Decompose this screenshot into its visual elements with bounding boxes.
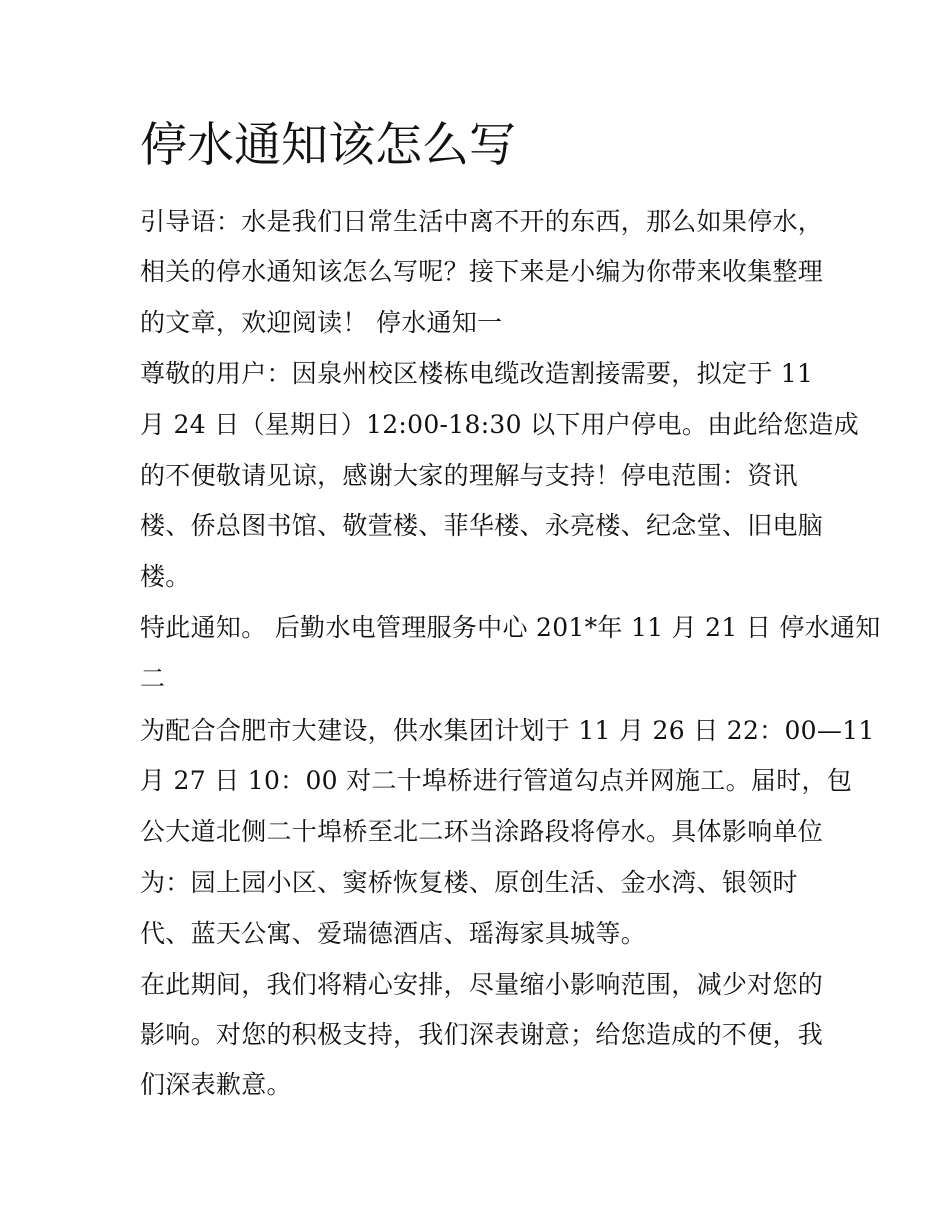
paragraph-4-line-2: 月 27 日 10：00 对二十埠桥进行管道勾点并网施工。届时，包: [140, 766, 853, 795]
paragraph-2-line-1: 尊敬的用户：因泉州校区楼栋电缆改造割接需要，拟定于 11: [140, 359, 814, 388]
paragraph-2-line-5: 楼。: [140, 562, 191, 591]
paragraph-5-line-3: 们深表歉意。: [140, 1070, 292, 1099]
paragraph-5-line-2: 影响。对您的积极支持，我们深表谢意；给您造成的不便，我: [140, 1020, 824, 1049]
paragraph-1-line-3: 的文章，欢迎阅读！ 停水通知一: [140, 308, 503, 337]
paragraph-1-line-2: 相关的停水通知该怎么写呢？接下来是小编为你带来收集整理: [140, 257, 824, 286]
paragraph-5-line-1: 在此期间，我们将精心安排，尽量缩小影响范围，减少对您的: [140, 970, 824, 999]
paragraph-3-line-2: 二: [140, 664, 166, 693]
paragraph-3-line-1: 特此通知。 后勤水电管理服务中心 201*年 11 月 21 日 停水通知: [140, 613, 881, 642]
paragraph-4-line-4: 为：园上园小区、窦桥恢复楼、原创生活、金水湾、银领时: [140, 868, 798, 897]
paragraph-2-line-2: 月 24 日（星期日）12:00-18:30 以下用户停电。由此给您造成: [140, 410, 859, 439]
paragraph-4-line-3: 公大道北侧二十埠桥至北二环当涂路段将停水。具体影响单位: [140, 817, 824, 846]
paragraph-2-line-3: 的不便敬请见谅，感谢大家的理解与支持！停电范围：资讯: [140, 461, 798, 490]
paragraph-4-line-5: 代、蓝天公寓、爱瑞德酒店、瑶海家具城等。: [140, 919, 647, 948]
paragraph-2-line-4: 楼、侨总图书馆、敬萱楼、菲华楼、永亮楼、纪念堂、旧电脑: [140, 511, 824, 540]
paragraph-1-line-1: 引导语：水是我们日常生活中离不开的东西，那么如果停水，: [140, 207, 824, 236]
document-title: 停水通知该怎么写: [140, 118, 516, 173]
paragraph-4-line-1: 为配合合肥市大建设，供水集团计划于 11 月 26 日 22：00—11: [140, 716, 875, 745]
